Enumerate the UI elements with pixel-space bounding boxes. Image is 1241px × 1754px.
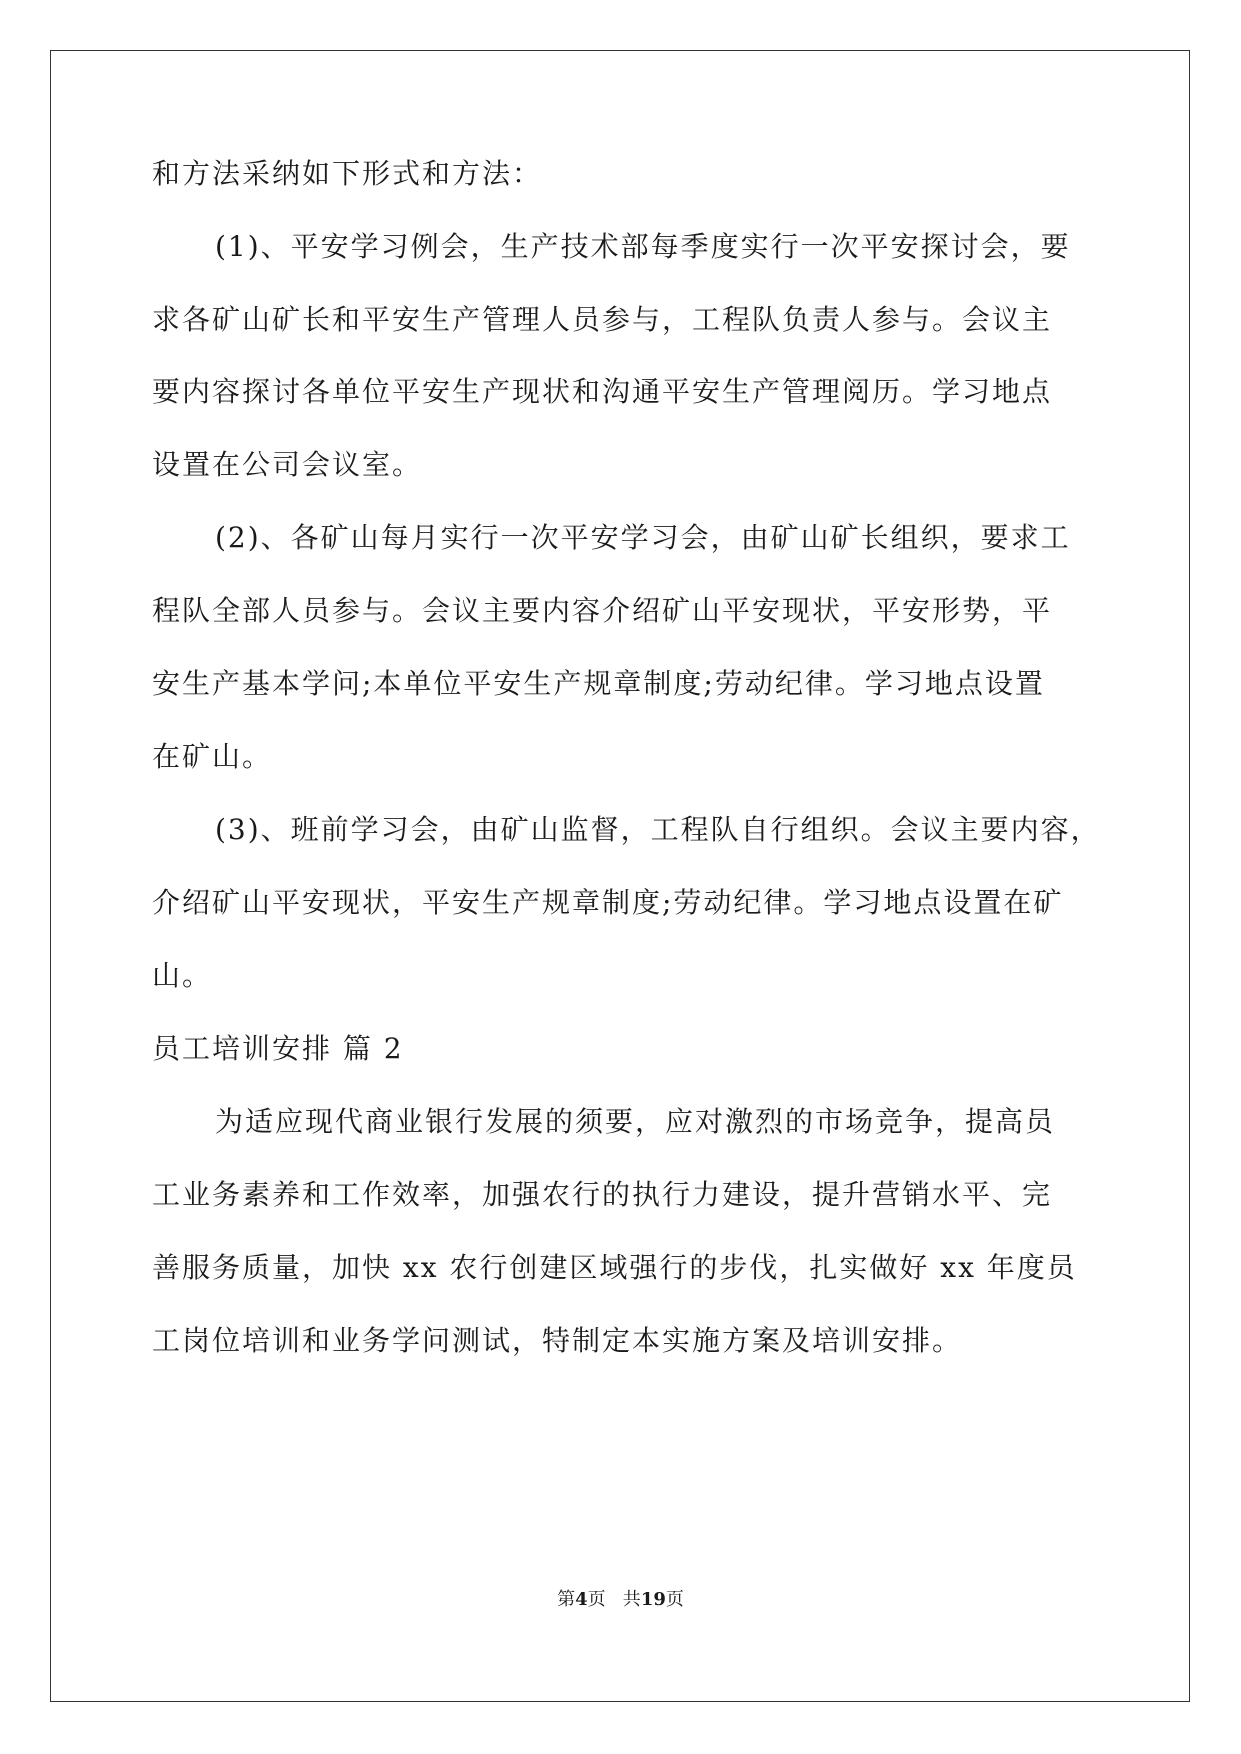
footer-middle: 页 共 (587, 1589, 641, 1610)
text-line: (2)、各矿山每月实行一次平安学习会，由矿山矿长组织，要求工 (215, 521, 1071, 554)
footer-current-page: 4 (575, 1589, 588, 1610)
text-line: 工业务素养和工作效率，加强农行的执行力建设，提升营销水平、完 (152, 1178, 1053, 1211)
text-line: (3)、班前学习会，由矿山监督，工程队自行组织。会议主要内容， (215, 813, 1101, 846)
text-line: 程队全部人员参与。会议主要内容介绍矿山平安现状，平安形势，平 (152, 594, 1053, 627)
text-line: (1)、平安学习例会，生产技术部每季度实行一次平安探讨会，要 (215, 230, 1071, 263)
text-line: 为适应现代商业银行发展的须要，应对激烈的市场竞争，提高员 (215, 1105, 1056, 1138)
text-line: 在矿山。 (152, 740, 273, 773)
footer-prefix: 第 (557, 1589, 576, 1610)
page-footer (0, 1588, 1241, 1612)
page-frame (50, 50, 1190, 1702)
text-line: 要内容探讨各单位平安生产现状和沟通平安生产管理阅历。学习地点 (152, 375, 1053, 408)
text-line: 和方法采纳如下形式和方法： (152, 157, 543, 190)
section-heading: 员工培训安排 篇 2 (152, 1032, 404, 1065)
text-line: 设置在公司会议室。 (152, 448, 423, 481)
text-line: 工岗位培训和业务学问测试，特制定本实施方案及培训安排。 (152, 1324, 963, 1357)
text-line: 安生产基本学问;本单位平安生产规章制度;劳动纪律。学习地点设置 (152, 667, 1045, 700)
text-line: 山。 (152, 959, 213, 992)
footer-suffix: 页 (665, 1589, 684, 1610)
text-line: 介绍矿山平安现状，平安生产规章制度;劳动纪律。学习地点设置在矿 (152, 886, 1064, 919)
text-line: 求各矿山矿长和平安生产管理人员参与，工程队负责人参与。会议主 (152, 303, 1053, 336)
footer-total-pages: 19 (640, 1589, 666, 1610)
text-line: 善服务质量，加快 xx 农行创建区域强行的步伐，扎实做好 xx 年度员 (152, 1251, 1077, 1284)
